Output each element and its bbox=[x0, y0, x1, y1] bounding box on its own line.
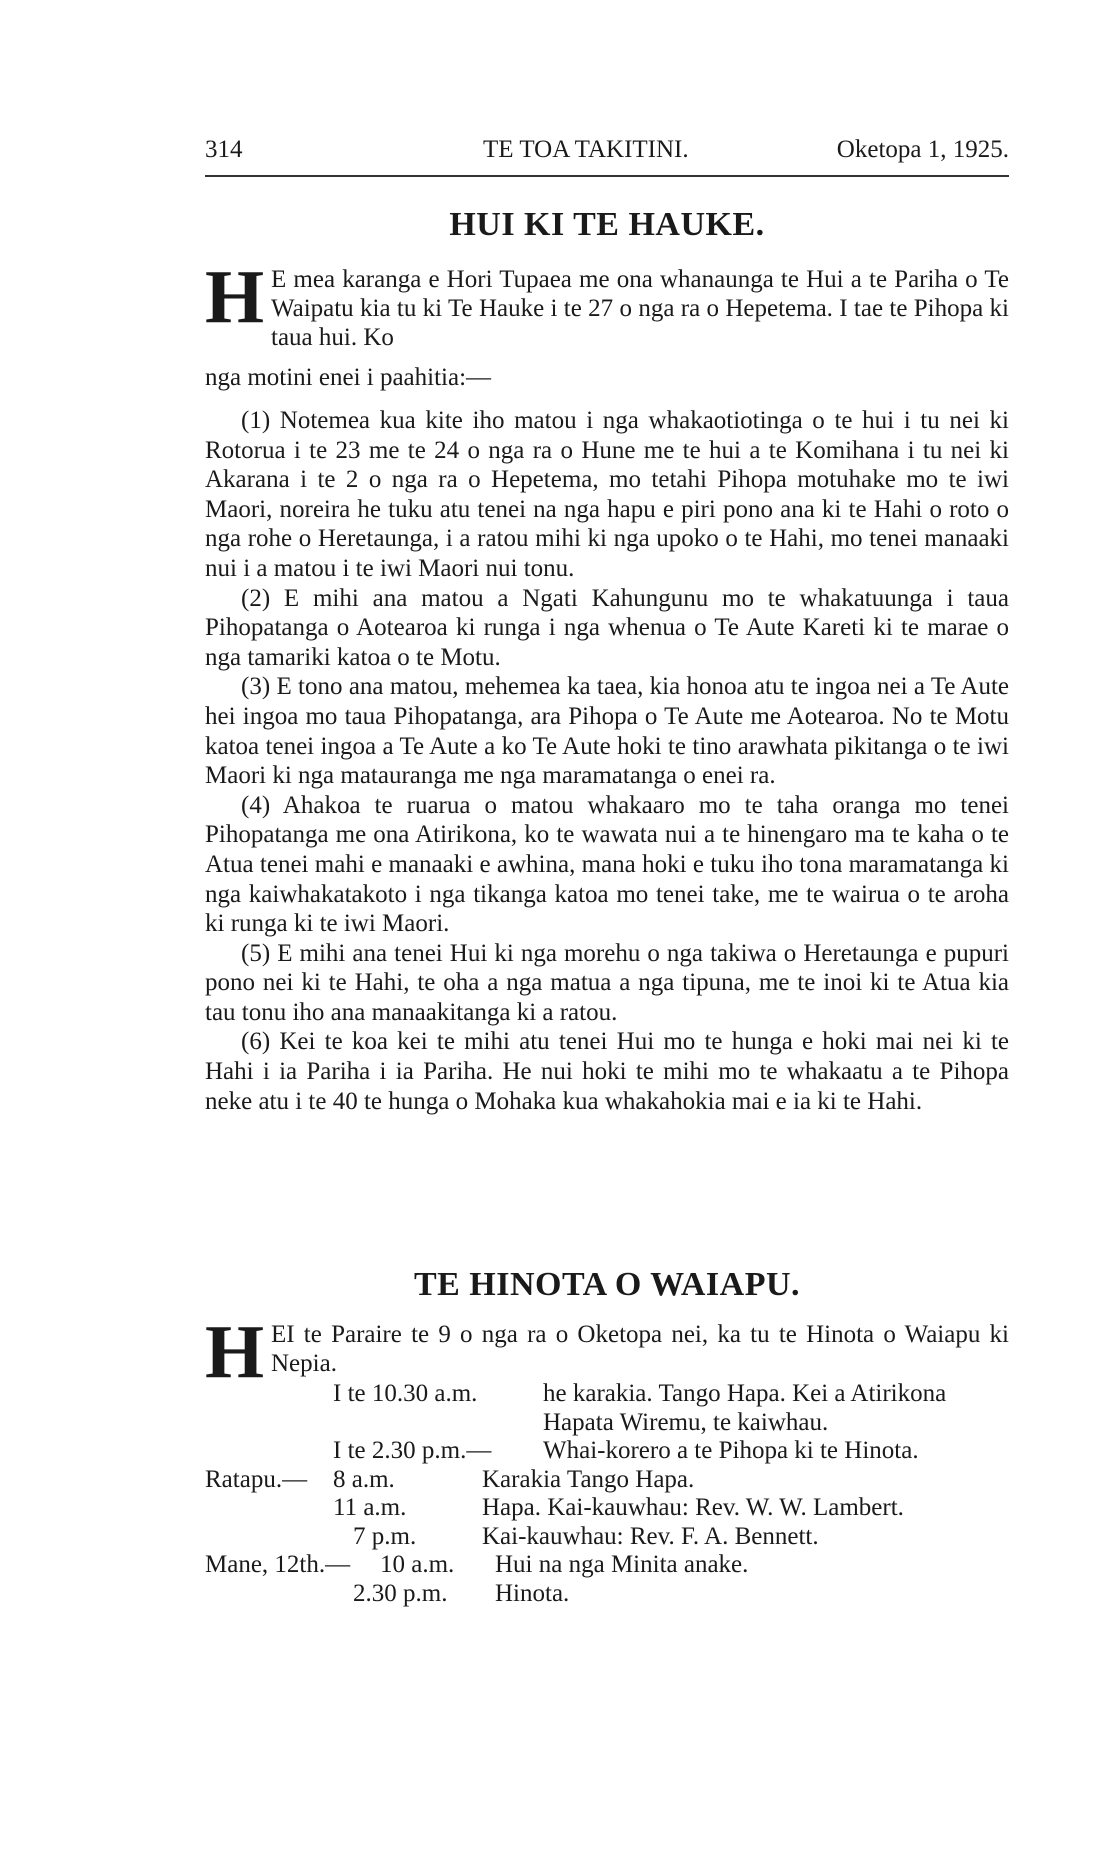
article-title-te-hinota-o-waiapu: TE HINOTA O WAIAPU. bbox=[413, 1266, 801, 1303]
motion-paragraph: (6) Kei te koa kei te mihi atu tenei Hui mo te hunga e hoki mai nei ki te Hahi i ia Pariha i ia Pariha. He nui hoki te mihi mo te whakaatu a te Pihopa neke atu i te 40 te hunga o Mohaka kua whakahokia mai e ia ki te Hahi. bbox=[205, 1028, 1009, 1115]
drop-cap: H bbox=[205, 1310, 265, 1394]
schedule-row bbox=[205, 1580, 1009, 1609]
motion-paragraph: (5) E mihi ana tenei Hui ki nga morehu o nga takiwa o Heretaunga e pupuri pono nei ki te Hahi, te oha a nga matua a nga tipuna, me te inoi ki te Atua kia tau tonu iho ana manaakitanga ki a ratou. bbox=[205, 939, 1009, 1026]
schedule-row bbox=[205, 1523, 1009, 1552]
header-rule bbox=[205, 175, 1009, 177]
page-number: 314 bbox=[205, 136, 243, 163]
lead-tail: nga motini enei i paahitia:— bbox=[205, 364, 492, 391]
article-title-hui-ki-te-hauke: HUI KI TE HAUKE. bbox=[449, 206, 765, 243]
schedule-row bbox=[205, 1551, 1009, 1580]
schedule-time: 7 p.m. bbox=[353, 1522, 417, 1550]
schedule-time: 10 a.m. bbox=[380, 1551, 455, 1578]
article-hui-ki-te-hauke bbox=[205, 255, 1009, 1116]
schedule-row bbox=[205, 1380, 1009, 1437]
schedule-desc: Whai-korero a te Pihopa ki te Hinota. bbox=[543, 1437, 919, 1464]
schedule-desc: Hinota. bbox=[495, 1579, 570, 1607]
lead-paragraph bbox=[205, 255, 1009, 363]
motion-paragraph: (1) Notemea kua kite iho matou i nga whakaotiotinga o te hui i tu nei ki Rotorua i te 23 me te 24 o nga ra o Hune me te hui a te Komihana i tu nei ki Akarana i te 2 o nga ra o Hepetema, mo tetahi Pihopa motuhake mo te iwi Maori, noreira he tuku atu tenei na nga hapu e piri pono ana ki te Hahi o roto o nga rohe o Heretaunga, i a ratou mihi ki nga upoko o te Hahi, mo tenei manaaki nui i a matou i te iwi Maori nui tonu. bbox=[205, 407, 1009, 582]
lead-text: EI te Paraire te 9 o nga ra o Oketopa nei, ka tu te Hinota o Waiapu ki Nepia. bbox=[271, 1321, 1009, 1377]
schedule-row bbox=[205, 1466, 1009, 1495]
schedule-desc: Karakia Tango Hapa. bbox=[482, 1465, 695, 1493]
issue-date: Oketopa 1, 1925. bbox=[836, 136, 1009, 163]
drop-cap: H bbox=[205, 255, 265, 339]
schedule-desc: he karakia. Tango Hapa. Kei a Atirikona Hapata Wiremu, te kaiwhau. bbox=[543, 1380, 947, 1436]
schedule-desc: Kai-kauwhau: Rev. F. A. Bennett. bbox=[482, 1522, 819, 1550]
schedule-time: 2.30 p.m. bbox=[353, 1579, 448, 1607]
schedule-time: 11 a.m. bbox=[333, 1494, 407, 1521]
schedule-row bbox=[205, 1494, 1009, 1523]
schedule-row bbox=[205, 1437, 1009, 1466]
lead-text: E mea karanga e Hori Tupaea me ona whanaunga te Hui a te Pariha o Te Waipatu kia tu ki Te Hauke i te 27 o nga ra o Hepetema. I tae te Pihopa ki taua hui. Ko bbox=[271, 266, 1009, 351]
synod-schedule bbox=[205, 1380, 1009, 1608]
motion-paragraph: (2) E mihi ana matou a Ngati Kahungunu mo te whakatuunga i taua Pihopatanga o Aotearoa ki runga i nga whenua o Te Aute Kareti ki te marae o nga tamariki katoa o te Motu. bbox=[205, 584, 1009, 671]
schedule-desc: Hapa. Kai-kauwhau: Rev. W. W. Lambert. bbox=[482, 1494, 904, 1521]
schedule-time: 8 a.m. bbox=[333, 1465, 395, 1493]
schedule-desc: Hui na nga Minita anake. bbox=[495, 1551, 749, 1578]
running-header bbox=[205, 124, 1009, 164]
schedule-day: Ratapu.— bbox=[205, 1465, 308, 1493]
article-te-hinota-o-waiapu bbox=[205, 1310, 1009, 1608]
motion-paragraph: (3) E tono ana matou, mehemea ka taea, kia honoa atu te ingoa nei a Te Aute hei ingoa mo taua Pihopatanga, ara Pihopa o Te Aute me Aotearoa. No te Motu katoa tenei ingoa a Te Aute a ko Te Aute hoki te tino arawhata pikitanga o te iwi Maori ki nga matauranga me nga maramatanga o enei ra. bbox=[205, 673, 1009, 790]
schedule-time: I te 10.30 a.m. bbox=[333, 1380, 478, 1407]
schedule-day: Mane, 12th.— bbox=[205, 1551, 351, 1578]
journal-title: TE TOA TAKITINI. bbox=[483, 136, 689, 163]
schedule-time: I te 2.30 p.m.— bbox=[333, 1437, 492, 1464]
motion-paragraph: (4) Ahakoa te ruarua o matou whakaaro mo te taha oranga mo tenei Pihopatanga me ona Atirikona, ko te wawata nui a te hinengaro ma te kaha o te Atua tenei mahi e manaaki e awhina, mana hoki e tuku iho tona maramatanga ki nga kaiwhakatakoto i nga tikanga katoa mo tenei take, me te wairua o te aroha ki runga ki te iwi Maori. bbox=[205, 791, 1009, 938]
